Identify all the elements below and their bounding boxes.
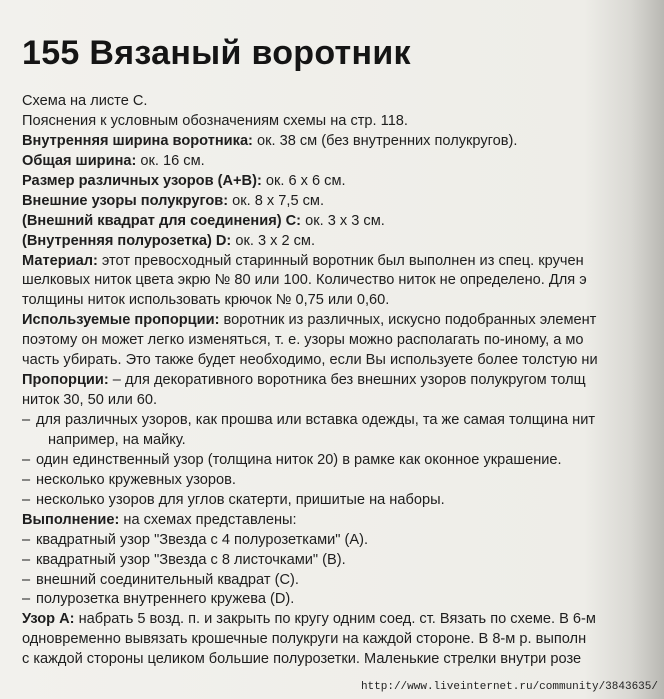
bold-label: (Внешний квадрат для соединения) С: bbox=[22, 212, 302, 229]
text-line bbox=[22, 92, 664, 112]
text-line bbox=[22, 531, 664, 551]
bold-label: (Внутренняя полурозетка) D: bbox=[22, 232, 232, 249]
line-text: один единственный узор (толщина ниток 20) в рамке как оконное украшение. bbox=[36, 451, 562, 468]
line-text: часть убирать. Это также будет необходимо, если Вы используете более толстую ни bbox=[22, 352, 598, 369]
text-line bbox=[22, 331, 664, 351]
line-text: набрать 5 возд. п. и закрыть по кругу одним соед. ст. Вязать по схеме. В 6-м bbox=[74, 611, 596, 628]
text-line bbox=[22, 630, 664, 650]
article-body bbox=[22, 92, 664, 670]
list-dash: – bbox=[22, 571, 31, 588]
text-line bbox=[22, 112, 664, 132]
text-line bbox=[22, 172, 664, 192]
text-line bbox=[22, 471, 664, 491]
text-line bbox=[22, 132, 664, 152]
bold-label: Внешние узоры полукругов: bbox=[22, 192, 229, 209]
text-line bbox=[22, 232, 664, 252]
text-line bbox=[22, 371, 664, 391]
line-text: – для декоративного воротника без внешних узоров полукругом толщ bbox=[108, 372, 586, 389]
line-text: внешний соединительный квадрат (С). bbox=[36, 571, 299, 588]
text-line bbox=[22, 212, 664, 232]
line-text: поэтому он может легко изменяться, т. е. узоры можно располагать по-иному, а мо bbox=[22, 332, 584, 349]
line-text: для различных узоров, как прошва или вставка одежды, та же самая толщина нит bbox=[36, 412, 596, 428]
source-url: http://www.liveinternet.ru/community/3843635/ bbox=[360, 681, 658, 693]
line-text: несколько кружевных узоров. bbox=[36, 471, 236, 488]
bold-label: Общая ширина: bbox=[22, 152, 137, 169]
text-line bbox=[22, 551, 664, 571]
list-dash: – bbox=[22, 531, 31, 548]
text-line bbox=[22, 391, 664, 411]
line-text: ниток 30, 50 или 60. bbox=[22, 392, 158, 409]
text-line bbox=[22, 192, 664, 212]
bold-label: Размер различных узоров (А+В): bbox=[22, 172, 262, 189]
line-text: одновременно вывязать крошечные полукруги на каждой стороне. В 8-м р. выполн bbox=[22, 631, 587, 648]
text-line bbox=[22, 311, 664, 331]
line-text: ок. 8 х 7,5 см. bbox=[228, 192, 325, 209]
text-line bbox=[22, 252, 664, 272]
line-text: полурозетка внутреннего кружева (D). bbox=[36, 591, 295, 608]
text-line bbox=[22, 571, 664, 591]
text-line bbox=[22, 650, 664, 670]
line-text: квадратный узор "Звезда с 8 листочками" (В). bbox=[36, 551, 346, 568]
page-title: 155 Вязаный воротник bbox=[22, 34, 411, 72]
line-text: этот превосходный старинный воротник был выполнен из спец. кручен bbox=[97, 252, 584, 269]
bold-label: Пропорции: bbox=[22, 372, 109, 389]
line-text: квадратный узор "Звезда с 4 полурозетками" (А). bbox=[36, 531, 369, 548]
bold-label: Узор А: bbox=[22, 611, 75, 628]
line-text: ок. 6 х 6 см. bbox=[261, 172, 346, 189]
line-text: например, на майку. bbox=[48, 431, 186, 448]
line-text: на схемах представлены: bbox=[119, 511, 297, 528]
text-line bbox=[22, 351, 664, 371]
line-text: воротник из различных, искусно подобранных элемент bbox=[219, 312, 597, 329]
line-text: ок. 38 см (без внутренних полукругов). bbox=[252, 132, 518, 149]
text-line bbox=[22, 610, 664, 630]
bold-label: Материал: bbox=[22, 252, 98, 269]
line-text: Схема на листе С. bbox=[22, 93, 148, 109]
bold-label: Выполнение: bbox=[22, 511, 120, 528]
text-line bbox=[22, 590, 664, 610]
bold-label: Внутренняя ширина воротника: bbox=[22, 132, 253, 149]
line-text: шелковых ниток цвета экрю № 80 или 100. Количество ниток не определено. Для э bbox=[22, 272, 587, 289]
text-line bbox=[22, 511, 664, 531]
text-line bbox=[22, 451, 664, 471]
list-dash: – bbox=[22, 412, 31, 428]
text-line bbox=[22, 411, 664, 431]
list-dash: – bbox=[22, 451, 31, 468]
line-text: ок. 3 х 3 см. bbox=[301, 212, 385, 229]
text-line bbox=[22, 152, 664, 172]
line-text: с каждой стороны целиком большие полурозетки. Маленькие стрелки внутри розе bbox=[22, 651, 582, 668]
text-line bbox=[22, 431, 664, 451]
text-line bbox=[22, 271, 664, 291]
list-dash: – bbox=[22, 551, 31, 568]
line-text: ок. 3 х 2 см. bbox=[231, 232, 316, 249]
list-dash: – bbox=[22, 591, 31, 608]
line-text: ок. 16 см. bbox=[136, 152, 205, 169]
line-text: Пояснения к условным обозначениям схемы на стр. 118. bbox=[22, 112, 408, 129]
list-dash: – bbox=[22, 471, 31, 488]
line-text: несколько узоров для углов скатерти, пришитые на наборы. bbox=[36, 491, 445, 508]
bold-label: Используемые пропорции: bbox=[22, 312, 220, 329]
text-line bbox=[22, 491, 664, 511]
line-text: толщины ниток использовать крючок № 0,75 или 0,60. bbox=[22, 292, 390, 309]
list-dash: – bbox=[22, 491, 31, 508]
text-line bbox=[22, 291, 664, 311]
